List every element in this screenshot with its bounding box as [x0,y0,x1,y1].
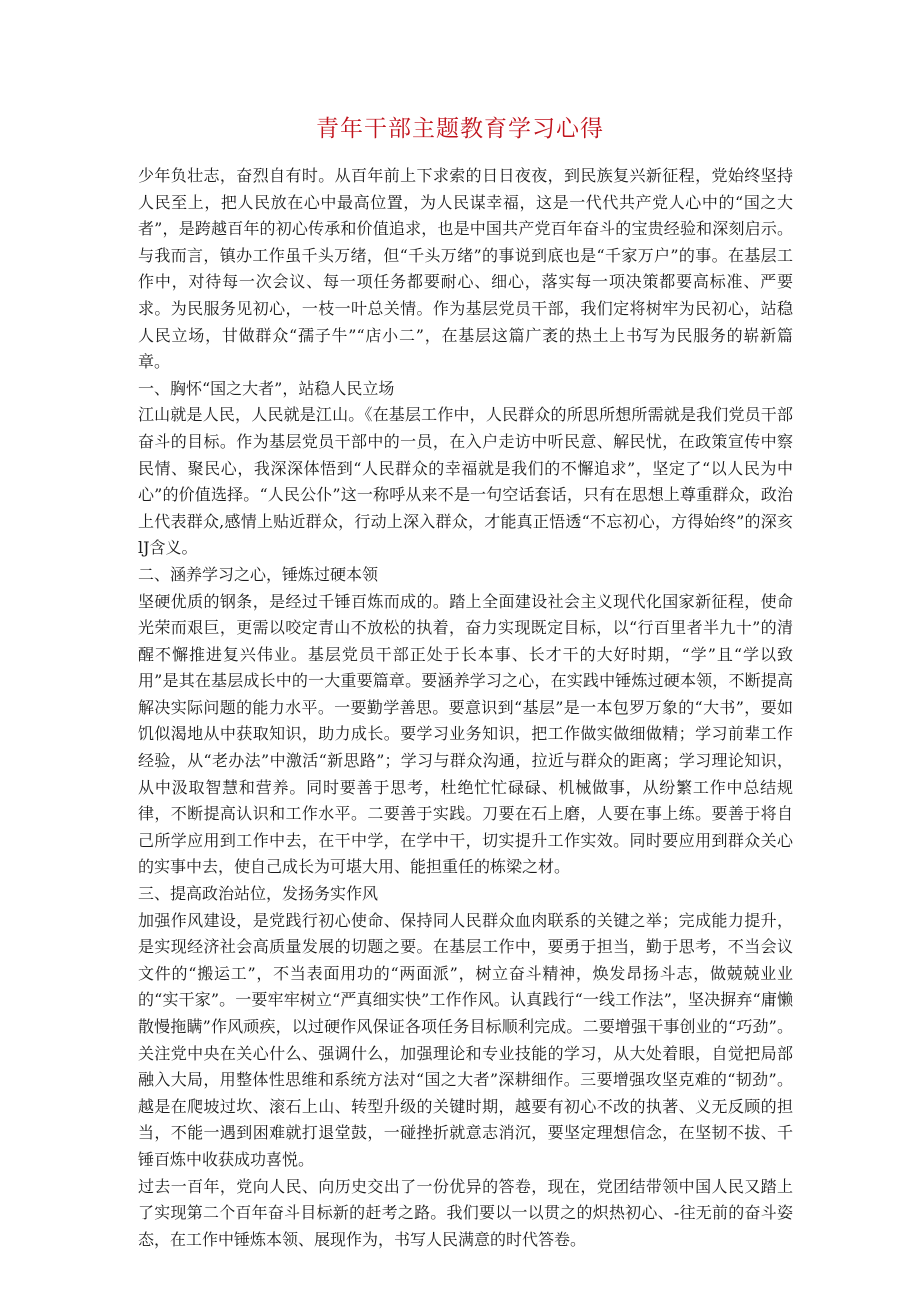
conclusion-paragraph: 过去一百年，党向人民、向历史交出了一份优异的答卷，现在，党团结带领中国人民又踏上了实现第二个百年奋斗目标新的赶考之路。我们要以一以贯之的炽热初心、-往无前的奋斗姿态，在工作中锤炼本领、展现作为，书写人民满意的时代答卷。 [138,1176,793,1249]
section-heading-1: 一、胸怀“国之大者”，站稳人民立场 [138,378,395,398]
section-heading-2: 二、涵养学习之心，锤炼过硬本领 [138,564,379,584]
section-3-paragraph: 加强作风建设，是党践行初心使命、保持同人民群众血肉联系的关键之举；完成能力提升，是实现经济社会高质量发展的切题之要。在基层工作中，要勇于担当，勤于思考，不当会议文件的“搬运工”，不当表面用功的“两面派”，树立奋斗精神，焕发昂扬斗志，做兢兢业业的“实干家”。一要牢牢树立“严真细实快”工作作风。认真践行“一线工作法”，坚决摒弃“庸懒散慢拖瞒”作风顽疾，以过硬作风保证各项任务目标顺利完成。二要增强干事创业的“巧劲”。关注党中央在关心什么、强调什么，加强理论和专业技能的学习，从大处着眼，自觉把局部融入大局，用整体性思维和系统方法对“国之大者”深耕细作。三要增强攻坚克难的“韧劲”。越是在爬坡过坎、滚石上山、转型升级的关键时期，越要有初心不改的执著、义无反顾的担当，不能一遇到困难就打退堂鼓，一碰挫折就意志消沉，要坚定理想信念，在坚韧不拔、千锤百炼中收获成功喜悦。 [138,910,793,1169]
intro-paragraph: 少年负壮志，奋烈自有时。从百年前上下求索的日日夜夜，到民族复兴新征程，党始终坚持人民至上，把人民放在心中最高位置，为人民谋幸福，这是一代代共产党人心中的“国之大者”，是跨越百年的初心传承和价值追求，也是中国共产党百年奋斗的宝贵经验和深刻启示。与我而言，镇办工作虽千头万绪，但“千头万绪”的事说到底也是“千家万户”的事。在基层工作中，对待每一次会议、每一项任务都要耐心、细心，落实每一项决策都要高标准、严要求。为民服务见初心，一枝一叶总关情。作为基层党员干部，我们定将树牢为民初心，站稳人民立场，甘做群众“孺子牛”“店小二”，在基层这篇广袤的热土上书写为民服务的崭新篇章。 [138,166,793,372]
document-body [138,163,793,1253]
section-1-paragraph: 江山就是人民，人民就是江山。《在基层工作中，人民群众的所思所想所需就是我们党员干部奋斗的目标。作为基层党员干部中的一员，在入户走访中听民意、解民忧，在政策宣传中察民情、聚民心，我深深体悟到“人民群众的幸福就是我们的不懈追求”，坚定了“以人民为中心”的价值选择。“人民公仆”这一称呼从来不是一句空话套话，只有在思想上尊重群众，政治上代表群众,感情上贴近群众，行动上深入群众，才能真正悟透“不忘初心，方得始终”的深亥lJ含义。 [138,405,793,558]
page-title: 青年干部主题教育学习心得 [316,116,604,142]
section-heading-3: 三、提高政治站位，发扬务实作风 [138,884,379,904]
section-2-paragraph: 坚硬优质的钢条，是经过千锤百炼而成的。踏上全面建设社会主义现代化国家新征程，使命光荣而艰巨，更需以咬定青山不放松的执着，奋力实现既定目标，以“行百里者半九十”的清醒不懈推进复兴伟业。基层党员干部正处于长本事、长才干的大好时期，“学”且“学以致用”是其在基层成长中的一大重要篇章。要涵养学习之心，在实践中锤炼过硬本领，不断提高解决实际问题的能力水平。一要勤学善思。要意识到“基层”是一本包罗万象的“大书”，要如饥似渴地从中获取知识，助力成长。要学习业务知识，把工作做实做细做精；学习前辈工作经验，从“老办法”中激活“新思路”；学习与群众沟通，拉近与群众的距离；学习理论知识，从中汲取智慧和营养。同时要善于思考，杜绝忙忙碌碌、机械做事，从纷繁工作中总结规律，不断提高认识和工作水平。二要善于实践。刀要在石上磨，人要在事上练。要善于将自己所学应用到工作中去，在干中学，在学中干，切实提升工作实效。同时要应用到群众关心的实事中去，使自己成长为可堪大用、能担重任的栋梁之材。 [138,591,793,877]
